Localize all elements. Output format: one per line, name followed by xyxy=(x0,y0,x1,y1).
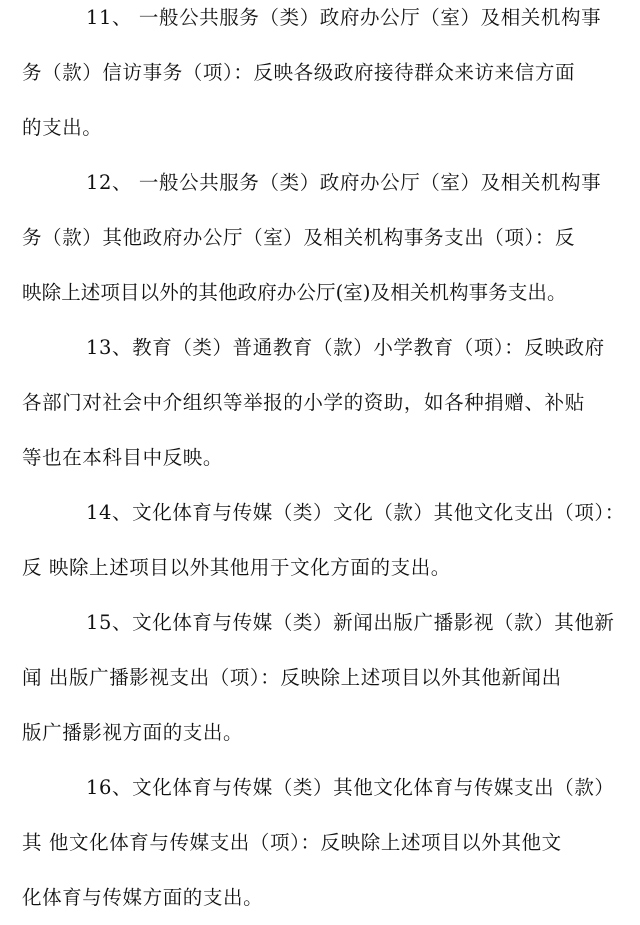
paragraph-line: 闻 出版广播影视支出（项）：反映除上述项目以外其他新闻出 xyxy=(22,666,562,689)
paragraph-line: 务（款）其他政府办公厅（室）及相关机构事务支出（项）：反 xyxy=(22,226,576,249)
paragraph-item-14 xyxy=(22,485,628,595)
paragraph-item-13 xyxy=(22,320,628,485)
paragraph-line: 14、文化体育与传媒（类）文化（款）其他文化支出（项）： xyxy=(86,501,625,524)
paragraph-item-16 xyxy=(22,760,628,925)
paragraph-line: 13、教育（类）普通教育（款）小学教育（项）：反映政府 xyxy=(86,336,605,359)
paragraph-line: 反 映除上述项目以外其他用于文化方面的支出。 xyxy=(22,556,451,579)
paragraph-line: 各部门对社会中介组织等举报的小学的资助，如各种捐赠、补贴 xyxy=(22,391,585,414)
paragraph-line: 务（款）信访事务（项）：反映各级政府接待群众来访来信方面 xyxy=(22,61,576,84)
paragraph-item-11 xyxy=(22,0,628,155)
paragraph-line: 映除上述项目以外的其他政府办公厅(室)及相关机构事务支出。 xyxy=(22,281,567,304)
paragraph-line: 12、 一般公共服务（类）政府办公厅（室）及相关机构事 xyxy=(86,171,602,194)
paragraph-item-12 xyxy=(22,155,628,320)
paragraph-line: 等也在本科目中反映。 xyxy=(22,446,224,469)
paragraph-line: 15、文化体育与传媒（类）新闻出版广播影视（款）其他新 xyxy=(86,611,615,634)
paragraph-line: 的支出。 xyxy=(22,116,103,139)
paragraph-item-15 xyxy=(22,595,628,760)
paragraph-line: 16、文化体育与传媒（类）其他文化体育与传媒支出（款） xyxy=(86,776,615,799)
paragraph-line: 11、 一般公共服务（类）政府办公厅（室）及相关机构事 xyxy=(86,6,602,29)
paragraph-line: 化体育与传媒方面的支出。 xyxy=(22,886,264,909)
paragraph-line: 版广播影视方面的支出。 xyxy=(22,721,244,744)
paragraph-line: 其 他文化体育与传媒支出（项）：反映除上述项目以外其他文 xyxy=(22,831,562,854)
